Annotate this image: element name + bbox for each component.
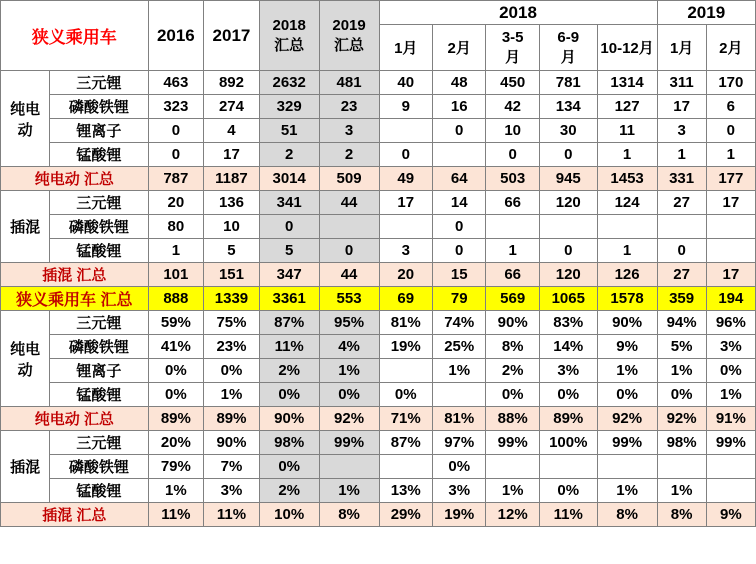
col-header-2018-m1012: 10-12月 (597, 25, 657, 71)
cell: 64 (432, 167, 485, 191)
cell: 17 (706, 263, 755, 287)
cell: 90% (597, 311, 657, 335)
cell: 10% (259, 503, 319, 527)
cell: 0% (539, 383, 597, 407)
cell (379, 119, 432, 143)
cell: 14 (432, 191, 485, 215)
col-header-2018-m35-a: 3-5 (501, 28, 524, 46)
col-header-2016: 2016 (148, 1, 204, 71)
cell: 10 (486, 119, 539, 143)
table-row (1, 239, 756, 263)
table-row (1, 383, 756, 407)
cell: 311 (657, 71, 706, 95)
cell: 95% (319, 311, 379, 335)
cell (539, 455, 597, 479)
cell: 323 (148, 95, 204, 119)
cell: 98% (657, 431, 706, 455)
cell: 17 (706, 191, 755, 215)
cell: 1 (148, 239, 204, 263)
cell (379, 359, 432, 383)
col-header-2018-m35 (486, 25, 539, 71)
row-label: 三元锂 (50, 71, 148, 95)
cell: 569 (486, 287, 539, 311)
col-header-2018-m69-a: 6-9 (557, 28, 580, 46)
cell: 1453 (597, 167, 657, 191)
col-header-2017: 2017 (204, 1, 260, 71)
cell: 1187 (204, 167, 260, 191)
cell: 0 (706, 119, 755, 143)
cell: 0% (259, 383, 319, 407)
table-row (1, 143, 756, 167)
cell: 888 (148, 287, 204, 311)
cell: 136 (204, 191, 260, 215)
cell: 120 (539, 263, 597, 287)
cell: 79% (148, 455, 204, 479)
cell: 90% (204, 431, 260, 455)
cell: 2% (259, 359, 319, 383)
table-row-summary (1, 503, 756, 527)
cell: 2 (319, 143, 379, 167)
cell: 892 (204, 71, 260, 95)
cell: 0% (539, 479, 597, 503)
table-row (1, 215, 756, 239)
cell: 0% (706, 359, 755, 383)
cell (379, 215, 432, 239)
cell: 5% (657, 335, 706, 359)
cell (597, 455, 657, 479)
cell (706, 479, 755, 503)
category-ev-share (1, 311, 50, 407)
cell: 40 (379, 71, 432, 95)
cell: 0% (319, 383, 379, 407)
cell: 781 (539, 71, 597, 95)
cell: 194 (706, 287, 755, 311)
cell: 0 (148, 143, 204, 167)
row-label-phev-share-sum: 插混 汇总 (1, 503, 149, 527)
cell: 1% (657, 359, 706, 383)
cell: 0 (319, 239, 379, 263)
row-label: 三元锂 (50, 191, 148, 215)
cell: 44 (319, 263, 379, 287)
cell: 59% (148, 311, 204, 335)
cell: 1% (204, 383, 260, 407)
cell: 92% (319, 407, 379, 431)
cell: 99% (706, 431, 755, 455)
cell: 23% (204, 335, 260, 359)
col-header-2019-sum-year: 2019 (332, 16, 366, 34)
cell: 1065 (539, 287, 597, 311)
cell: 29% (379, 503, 432, 527)
row-label: 磷酸铁锂 (50, 215, 148, 239)
row-label-ev-sum: 纯电动 汇总 (1, 167, 149, 191)
row-label-ev-share-sum: 纯电动 汇总 (1, 407, 149, 431)
cell: 17 (657, 95, 706, 119)
cell: 1% (486, 479, 539, 503)
cell: 0% (432, 455, 485, 479)
cell (706, 215, 755, 239)
cell: 3% (432, 479, 485, 503)
cell: 481 (319, 71, 379, 95)
cell: 11% (148, 503, 204, 527)
cell: 27 (657, 263, 706, 287)
cell: 8% (319, 503, 379, 527)
row-label: 三元锂 (50, 431, 148, 455)
cell: 11 (597, 119, 657, 143)
cell: 2 (259, 143, 319, 167)
category-phev-volume: 插混 (1, 191, 50, 263)
cell: 83% (539, 311, 597, 335)
cell: 94% (657, 311, 706, 335)
category-ev-line2: 动 (17, 121, 33, 139)
cell: 1% (319, 479, 379, 503)
cell: 3014 (259, 167, 319, 191)
cell: 177 (706, 167, 755, 191)
cell: 1314 (597, 71, 657, 95)
cell: 151 (204, 263, 260, 287)
cell (319, 455, 379, 479)
table-row-summary (1, 263, 756, 287)
cell: 75% (204, 311, 260, 335)
table-row (1, 95, 756, 119)
table-row (1, 479, 756, 503)
cell: 329 (259, 95, 319, 119)
cell: 553 (319, 287, 379, 311)
cell: 48 (432, 71, 485, 95)
cell: 0 (379, 143, 432, 167)
cell: 13% (379, 479, 432, 503)
table-header-group-row (1, 1, 756, 25)
row-label: 磷酸铁锂 (50, 335, 148, 359)
cell: 509 (319, 167, 379, 191)
cell: 2% (486, 359, 539, 383)
cell: 3% (706, 335, 755, 359)
col-header-2018-m1: 1月 (379, 25, 432, 71)
cell: 124 (597, 191, 657, 215)
cell: 98% (259, 431, 319, 455)
col-header-2018-m35-b: 月 (505, 48, 521, 66)
cell: 1339 (204, 287, 260, 311)
cell: 17 (379, 191, 432, 215)
cell: 450 (486, 71, 539, 95)
cell: 1% (706, 383, 755, 407)
cell (379, 455, 432, 479)
cell: 88% (486, 407, 539, 431)
table-row (1, 359, 756, 383)
cell: 11% (204, 503, 260, 527)
row-label-grand-total: 狭义乘用车 汇总 (1, 287, 149, 311)
cell: 8% (486, 335, 539, 359)
cell: 0 (148, 119, 204, 143)
cell: 341 (259, 191, 319, 215)
cell: 4 (204, 119, 260, 143)
cell: 27 (657, 191, 706, 215)
page-title: 狭义乘用车 (1, 1, 149, 71)
row-label: 锰酸锂 (50, 239, 148, 263)
table-row (1, 455, 756, 479)
cell: 89% (148, 407, 204, 431)
cell (319, 215, 379, 239)
cell: 101 (148, 263, 204, 287)
cell (486, 215, 539, 239)
cell: 41% (148, 335, 204, 359)
category-ev-share-line2: 动 (17, 361, 33, 379)
cell: 3% (204, 479, 260, 503)
cell: 79 (432, 287, 485, 311)
table-row-grand-total (1, 287, 756, 311)
table-row (1, 191, 756, 215)
cell: 0 (432, 239, 485, 263)
cell: 25% (432, 335, 485, 359)
table-row-summary (1, 167, 756, 191)
cell: 99% (597, 431, 657, 455)
cell: 1 (657, 143, 706, 167)
table-row (1, 335, 756, 359)
category-phev-share: 插混 (1, 431, 50, 503)
cell: 2632 (259, 71, 319, 95)
cell (539, 215, 597, 239)
cell: 1% (597, 479, 657, 503)
cell: 99% (319, 431, 379, 455)
cell: 9% (597, 335, 657, 359)
cell (486, 455, 539, 479)
cell: 503 (486, 167, 539, 191)
cell: 81% (432, 407, 485, 431)
cell: 97% (432, 431, 485, 455)
row-label: 锰酸锂 (50, 383, 148, 407)
cell: 1 (706, 143, 755, 167)
row-label: 磷酸铁锂 (50, 95, 148, 119)
cell: 15 (432, 263, 485, 287)
cell: 0% (148, 383, 204, 407)
cell: 0% (597, 383, 657, 407)
cell: 126 (597, 263, 657, 287)
cell: 787 (148, 167, 204, 191)
table-row (1, 431, 756, 455)
col-header-2019-sum-label: 汇总 (334, 36, 365, 54)
cell: 4% (319, 335, 379, 359)
cell: 1% (148, 479, 204, 503)
cell: 0 (539, 143, 597, 167)
cell: 23 (319, 95, 379, 119)
cell: 91% (706, 407, 755, 431)
cell: 3 (319, 119, 379, 143)
cell: 11% (259, 335, 319, 359)
cell: 945 (539, 167, 597, 191)
cell: 71% (379, 407, 432, 431)
row-label: 锰酸锂 (50, 479, 148, 503)
cell: 347 (259, 263, 319, 287)
cell: 8% (657, 503, 706, 527)
cell: 1578 (597, 287, 657, 311)
cell: 20% (148, 431, 204, 455)
cell: 1 (486, 239, 539, 263)
cell: 9% (706, 503, 755, 527)
cell: 1% (319, 359, 379, 383)
cell: 0 (259, 215, 319, 239)
cell: 170 (706, 71, 755, 95)
cell: 1% (657, 479, 706, 503)
cell: 17 (204, 143, 260, 167)
cell: 1% (432, 359, 485, 383)
cell: 20 (148, 191, 204, 215)
cell (657, 215, 706, 239)
row-label-phev-sum: 插混 汇总 (1, 263, 149, 287)
cell (657, 455, 706, 479)
cell: 89% (539, 407, 597, 431)
cell: 6 (706, 95, 755, 119)
cell: 42 (486, 95, 539, 119)
cell: 44 (319, 191, 379, 215)
row-label: 锂离子 (50, 359, 148, 383)
cell: 331 (657, 167, 706, 191)
cell: 2% (259, 479, 319, 503)
cell: 0 (432, 215, 485, 239)
cell: 51 (259, 119, 319, 143)
cell: 127 (597, 95, 657, 119)
category-ev-volume (1, 71, 50, 167)
cell: 30 (539, 119, 597, 143)
cell: 92% (597, 407, 657, 431)
col-header-2019-m2: 2月 (706, 25, 755, 71)
cell: 9 (379, 95, 432, 119)
category-ev-line1: 纯电 (10, 100, 41, 118)
cell: 463 (148, 71, 204, 95)
cell: 100% (539, 431, 597, 455)
cell: 16 (432, 95, 485, 119)
cell: 87% (379, 431, 432, 455)
cell (432, 143, 485, 167)
cell: 3 (657, 119, 706, 143)
category-ev-share-line1: 纯电 (10, 340, 41, 358)
col-group-2019: 2019 (657, 1, 755, 25)
cell: 0% (486, 383, 539, 407)
cell: 96% (706, 311, 755, 335)
cell: 3% (539, 359, 597, 383)
row-label: 锂离子 (50, 119, 148, 143)
cell: 359 (657, 287, 706, 311)
cell: 66 (486, 191, 539, 215)
cell (706, 239, 755, 263)
cell: 1 (597, 239, 657, 263)
cell: 99% (486, 431, 539, 455)
col-header-2018-sum-year: 2018 (272, 16, 306, 34)
cell: 0 (539, 239, 597, 263)
cell: 90% (486, 311, 539, 335)
cell: 120 (539, 191, 597, 215)
cell: 66 (486, 263, 539, 287)
cell: 49 (379, 167, 432, 191)
cell: 5 (259, 239, 319, 263)
cell (706, 455, 755, 479)
row-label: 锰酸锂 (50, 143, 148, 167)
cell: 11% (539, 503, 597, 527)
col-header-2018-m69 (539, 25, 597, 71)
cell: 0 (432, 119, 485, 143)
cell: 0% (657, 383, 706, 407)
cell: 69 (379, 287, 432, 311)
cell: 14% (539, 335, 597, 359)
cell: 92% (657, 407, 706, 431)
col-header-2018-m2: 2月 (432, 25, 485, 71)
table-row (1, 311, 756, 335)
cell: 10 (204, 215, 260, 239)
row-label: 三元锂 (50, 311, 148, 335)
cell: 89% (204, 407, 260, 431)
cell (597, 215, 657, 239)
cell: 3 (379, 239, 432, 263)
cell: 8% (597, 503, 657, 527)
table-row-summary (1, 407, 756, 431)
cell: 0 (486, 143, 539, 167)
cell: 1 (597, 143, 657, 167)
col-header-2018-sum-label: 汇总 (274, 36, 305, 54)
row-label: 磷酸铁锂 (50, 455, 148, 479)
col-header-2019-sum (319, 1, 379, 71)
col-group-2018: 2018 (379, 1, 657, 25)
col-header-2018-m69-b: 月 (560, 48, 576, 66)
cell: 20 (379, 263, 432, 287)
cell: 19% (432, 503, 485, 527)
table-row (1, 119, 756, 143)
table-row (1, 71, 756, 95)
cell: 0% (148, 359, 204, 383)
cell: 0% (204, 359, 260, 383)
cell: 5 (204, 239, 260, 263)
cell: 3361 (259, 287, 319, 311)
cell: 74% (432, 311, 485, 335)
cell: 1% (597, 359, 657, 383)
cell: 274 (204, 95, 260, 119)
cell: 7% (204, 455, 260, 479)
cell: 81% (379, 311, 432, 335)
cell: 0 (657, 239, 706, 263)
cell: 80 (148, 215, 204, 239)
cell: 12% (486, 503, 539, 527)
cell: 134 (539, 95, 597, 119)
cell: 0% (259, 455, 319, 479)
cell: 0% (379, 383, 432, 407)
col-header-2018-sum (259, 1, 319, 71)
cell: 90% (259, 407, 319, 431)
cell: 19% (379, 335, 432, 359)
cell (432, 383, 485, 407)
cell: 87% (259, 311, 319, 335)
col-header-2019-m1: 1月 (657, 25, 706, 71)
